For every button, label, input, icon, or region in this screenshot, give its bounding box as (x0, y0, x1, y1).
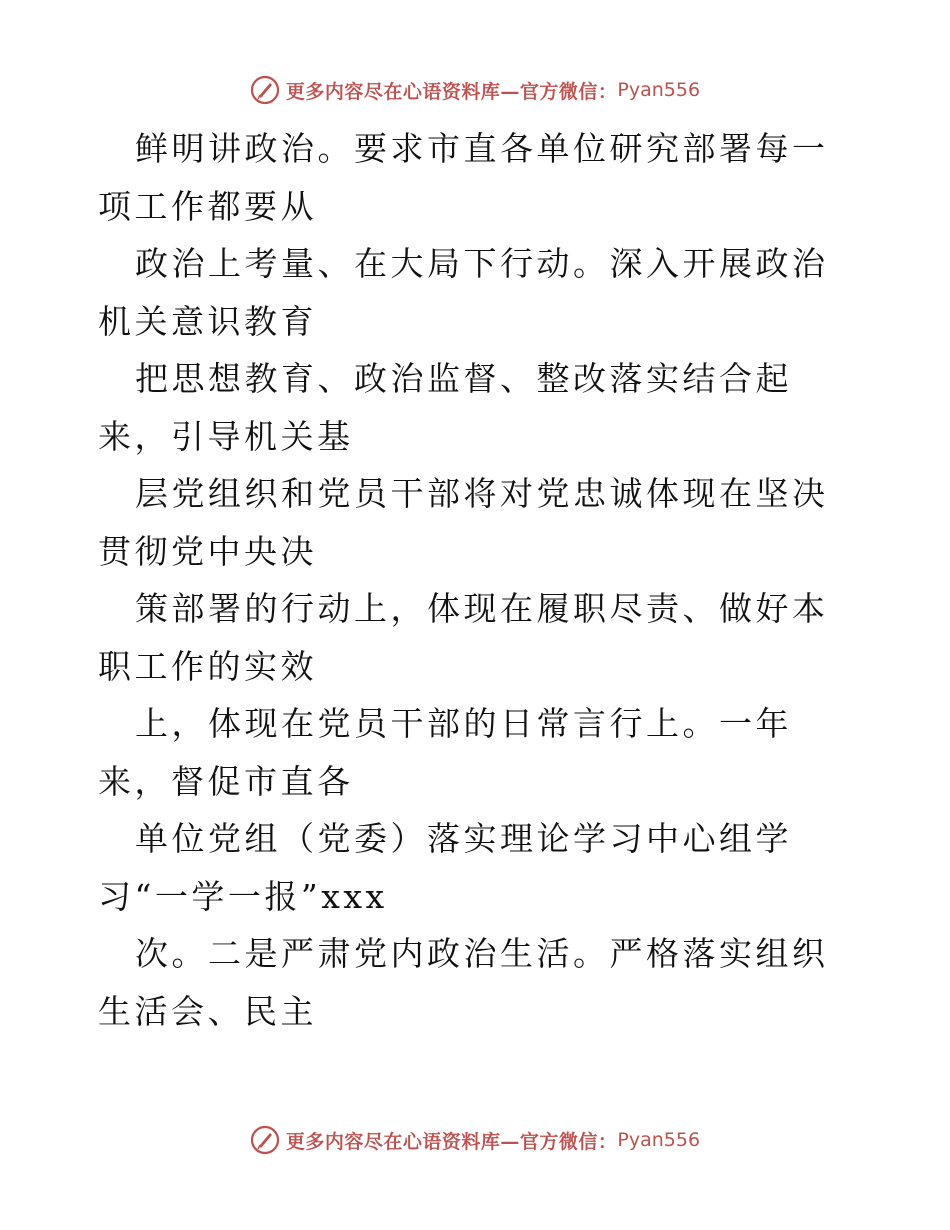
quill-logo-icon (250, 75, 280, 105)
document-body (98, 120, 858, 1040)
watermark-text: 更多内容尽在心语资料库—官方微信： (285, 80, 618, 103)
paragraph: 次。二是严肃党内政治生活。严格落实组织生活会、民主 (98, 934, 829, 1031)
quill-logo-icon (250, 1125, 280, 1155)
paragraph: 政治上考量、在大局下行动。深入开展政治机关意识教育 (98, 244, 829, 341)
paragraph: 上，体现在党员干部的日常言行上。一年来，督促市直各 (98, 704, 792, 801)
paragraph: 层党组织和党员干部将对党忠诚体现在坚决贯彻党中央决 (98, 474, 829, 571)
paragraph: 策部署的行动上，体现在履职尽责、做好本职工作的实效 (98, 589, 829, 686)
watermark-wechat-id: Pyan556 (617, 79, 701, 101)
paragraph: 把思想教育、政治监督、整改落实结合起来，引导机关基 (98, 359, 792, 456)
footer-watermark (0, 1120, 950, 1160)
paragraph: 单位党组（党委）落实理论学习中心组学习“一学一报”xxx (98, 819, 792, 916)
watermark-text: 更多内容尽在心语资料库—官方微信： (285, 1130, 618, 1153)
paragraph: 鲜明讲政治。要求市直各单位研究部署每一项工作都要从 (98, 129, 829, 226)
header-watermark (0, 70, 950, 110)
watermark-wechat-id: Pyan556 (617, 1129, 701, 1151)
